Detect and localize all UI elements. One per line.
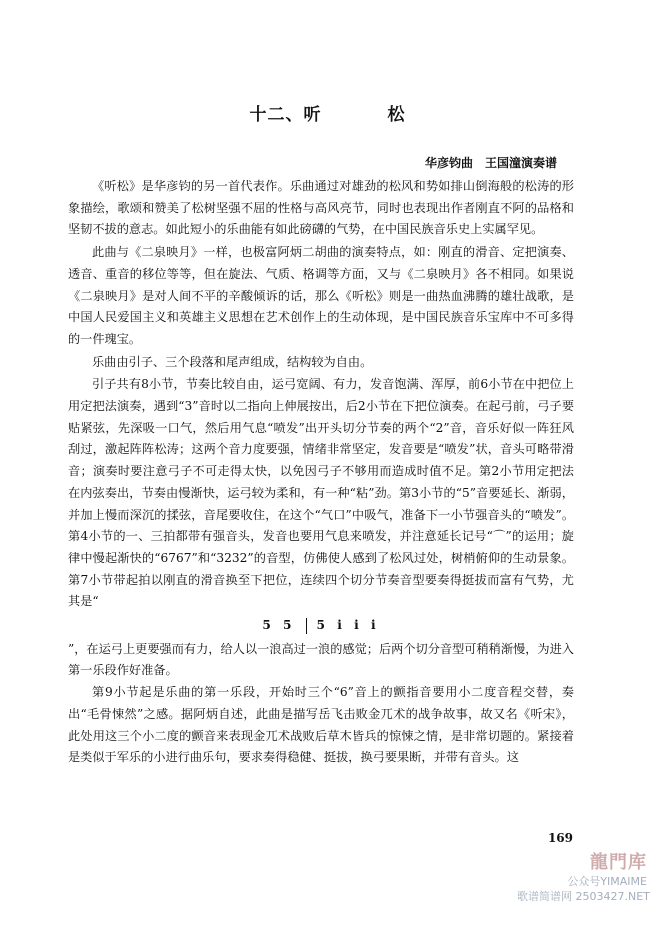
paragraph-5: ”，在运弓上更要强而有力，给人以一浪高过一浪的感觉；后两个切分音型可稍稍渐慢，为进入第一乐段作好准备。 (68, 641, 574, 678)
notation-barline (306, 618, 307, 634)
composer-credit: 华彦钧曲 王国潼演奏谱 (424, 156, 557, 170)
watermark-line-2: 歌谱简谱网 2503427.NET (517, 890, 650, 903)
watermark (517, 848, 650, 924)
watermark-logo: 龍門库 (590, 852, 647, 873)
page-title (0, 100, 655, 125)
paragraph-1: 《听松》是华彦钧的另一首代表作。乐曲通过对雄劲的松风和势如排山倒海般的松涛的形象描绘，歌颂和赞美了松树坚强不屈的性格与高风亮节，同时也表现出作者刚直不阿的品格和坚韧不拔的意志。如此短小的乐曲能有如此磅礴的气势，在中国民族音乐史上实属罕见。 (68, 179, 574, 237)
body-text (68, 176, 574, 770)
paragraph-4: 引子共有8小节，节奏比较自由，运弓宽阔、有力，发音饱满、浑厚，前6小节在中把位上用定把法演奏，遇到“3”音时以二指向上伸展按出，后2小节在下把位演奏。在起弓前，弓子要贴紧弦，先深吸一口气，然后用气息“喷发”出开头切分节奏的两个“2”音，音乐好似一阵狂风刮过，激起阵阵松涛；这两个音力度要强，情绪非常坚定，发音要是“喷发”状，音头可略带滑音；演奏时要注意弓子不可走得太快，以免因弓子不够用而造成时值不足。第2小节用定把法在内弦奏出，节奏由慢渐快，运弓较为柔和，有一种“粘”劲。第3小节的“5”音要延长、渐弱，并加上慢而深沉的揉弦，音尾要收住，在这个“气口”中吸气，准备下一小节强音头的“喷发”。第4小节的一、三拍都带有强音头，发音也要用气息来喷发，并注意延长记号“⌒”的运用；旋律中慢起渐快的“6767”和“3232”的音型，仿佛使人感到了松风过处，树梢俯仰的生动景象。第7小节带起拍以刚直的滑音换至下把位，连续四个切分节奏音型要奏得挺拔而富有气势，尤其是“ (68, 377, 574, 609)
music-notation-excerpt (68, 615, 574, 637)
title-part-1: 十二、听 (249, 105, 322, 125)
title-part-2: 松 (387, 105, 406, 125)
paragraph-2: 此曲与《二泉映月》一样，也极富阿炳二胡曲的演奏特点，如：刚直的滑音、定把演奏、透音、重音的移位等等，但在旋法、气质、格调等方面，又与《二泉映月》各不相同。如果说《二泉映月》是对人间不平的辛酸倾诉的话，那么《听松》则是一曲热血沸腾的雄壮战歌，是中国人民爱国主义和英雄主义思想在艺术创作上的生动体现，是中国民族音乐宝库中不可多得的一件瑰宝。 (68, 245, 574, 346)
notation-right: 5 i i i (316, 618, 380, 633)
watermark-line-1: 公众号YIMAIME (567, 875, 647, 888)
paragraph-3: 乐曲由引子、三个段落和尾声组成，结构较为自由。 (92, 354, 373, 369)
notation-left: 5 5 (262, 618, 296, 633)
paragraph-6: 第9小节起是乐曲的第一乐段，开始时三个“6”音上的颤指音要用小二度音程交替，奏出“毛骨悚然”之感。据阿炳自述，此曲是描写岳飞击败金兀术的战争故事，故又名《听宋》，此处用这三个小二度的颤音来表现金兀术战败后草木皆兵的惊悚之情，是非常切题的。紧接着是类似于军乐的小进行曲乐句，要求奏得稳健、挺拔，换弓要果断，并带有音头。这 (68, 685, 574, 765)
page-number: 169 (547, 831, 573, 845)
